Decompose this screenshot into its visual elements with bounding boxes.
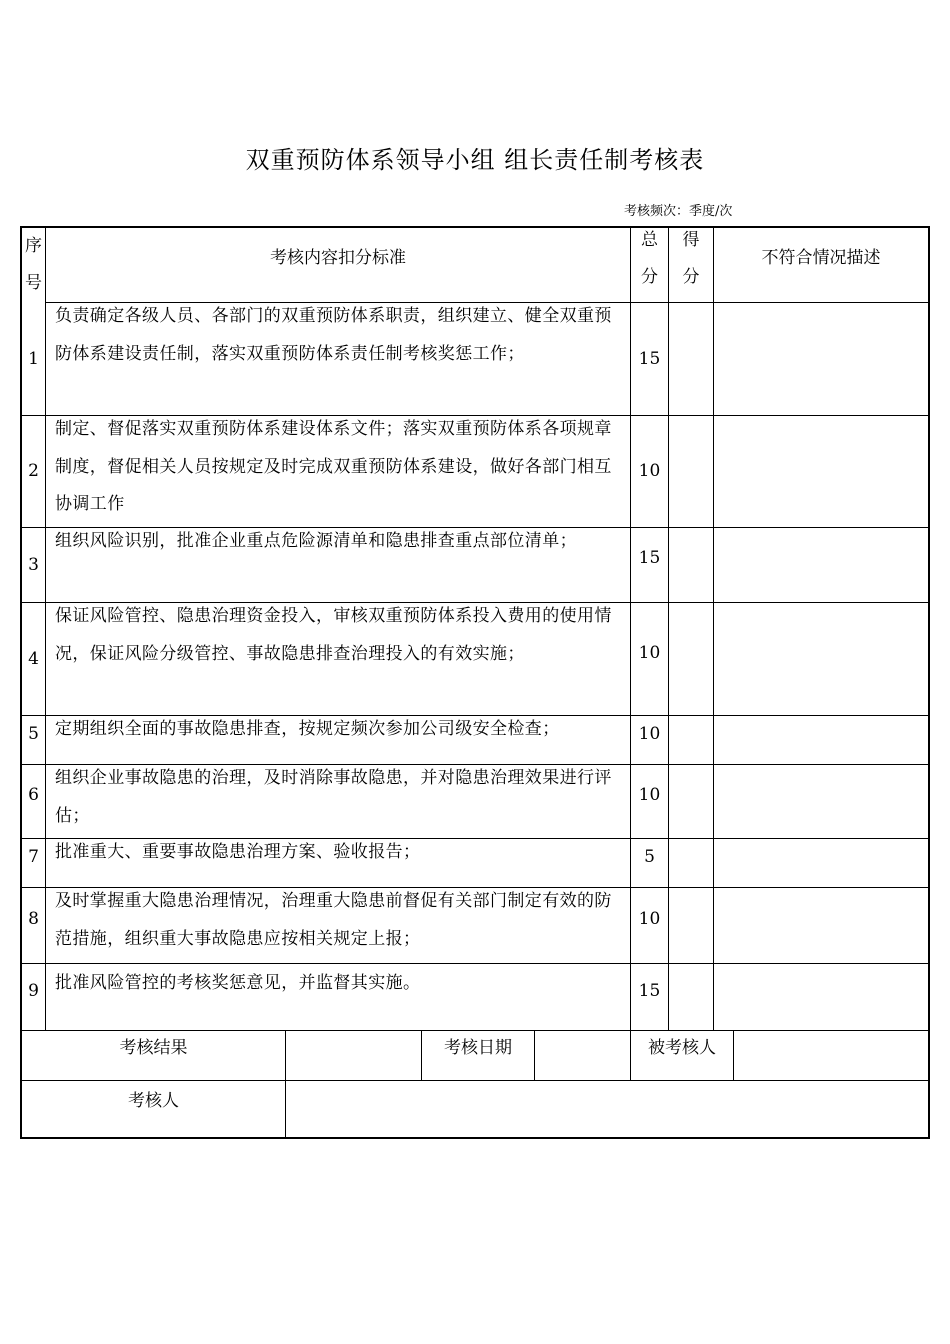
row-9-seq: 9 [28,980,39,1001]
row-5-total: 10 [638,723,661,744]
row-2-score[interactable] [669,416,713,527]
result-value[interactable] [286,1031,421,1080]
row-6-seq: 6 [28,784,39,805]
row-6-description[interactable] [714,765,928,838]
row-9-score[interactable] [669,964,713,1030]
row-1-description[interactable] [714,303,928,415]
row-2-description[interactable] [714,416,928,527]
row-9-description[interactable] [714,964,928,1030]
header-seq-bottom: 号 [25,273,42,293]
row-8-content: 及时掌握重大隐患治理情况，治理重大隐患前督促有关部门制定有效的防范措施，组织重大事故隐患应按相关规定上报； [55,891,612,949]
examiner-label: 考核人 [128,1090,179,1111]
row-1-content: 负责确定各级人员、各部门的双重预防体系职责，组织建立、健全双重预防体系建设责任制，落实双重预防体系责任制考核奖惩工作； [55,306,612,364]
row-5-score[interactable] [669,716,713,764]
row-8-score[interactable] [669,888,713,963]
row-9-content: 批准风险管控的考核奖惩意见，并监督其实施。 [55,973,421,993]
row-8-description[interactable] [714,888,928,963]
row-7-total: 5 [644,846,655,867]
header-content: 考核内容扣分标准 [270,247,406,268]
row-4-description[interactable] [714,603,928,715]
row-7-seq: 7 [28,846,39,867]
row-4-content: 保证风险管控、隐患治理资金投入，审核双重预防体系投入费用的使用情况，保证风险分级管控、事故隐患排查治理投入的有效实施； [55,606,612,664]
header-score [669,222,713,296]
row-4-score[interactable] [669,603,713,715]
row-1-total: 15 [638,348,661,369]
row-7-description[interactable] [714,839,928,887]
row-1-score[interactable] [669,303,713,415]
row-3-description[interactable] [714,528,928,602]
row-7-content: 批准重大、重要事故隐患治理方案、验收报告； [55,842,421,862]
row-3-seq: 3 [28,554,39,575]
row-1-seq: 1 [28,348,39,369]
row-5-content: 定期组织全面的事故隐患排查，按规定频次参加公司级安全检查； [55,719,560,739]
row-2-total: 10 [638,461,661,481]
header-total [631,222,668,296]
header-seq [22,228,45,302]
header-description: 不符合情况描述 [761,247,881,268]
row-4-total: 10 [638,642,661,663]
examinee-value[interactable] [734,1031,928,1080]
row-6-score[interactable] [669,765,713,838]
row-3-score[interactable] [669,528,713,602]
row-9-total: 15 [638,980,661,1001]
date-label: 考核日期 [444,1037,512,1058]
examiner-value[interactable] [286,1081,928,1137]
header-total-bottom: 分 [641,267,658,287]
header-seq-top: 序 [25,236,42,256]
row-5-description[interactable] [714,716,928,764]
row-2-seq: 2 [28,461,39,481]
row-3-content: 组织风险识别，批准企业重点危险源清单和隐患排查重点部位清单； [55,531,577,551]
date-value[interactable] [535,1031,630,1080]
row-6-total: 10 [638,784,661,805]
row-3-total: 15 [638,547,661,568]
header-total-top: 总 [641,230,658,250]
examinee-label: 被考核人 [648,1037,716,1058]
row-8-seq: 8 [28,908,39,929]
row-2-content: 制定、督促落实双重预防体系建设体系文件；落实双重预防体系各项规章制度，督促相关人员按规定及时完成双重预防体系建设，做好各部门相互协调工作 [55,419,612,514]
page-title: 双重预防体系领导小组 组长责任制考核表 [245,146,705,174]
row-6-content: 组织企业事故隐患的治理，及时消除事故隐患，并对隐患治理效果进行评估； [55,768,612,826]
header-score-top: 得 [682,230,700,250]
header-score-bottom: 分 [682,267,700,287]
row-7-score[interactable] [669,839,713,887]
result-label: 考核结果 [119,1037,188,1058]
frequency-note: 考核频次：季度/次 [624,204,733,219]
row-4-seq: 4 [28,648,39,669]
row-8-total: 10 [638,908,661,929]
row-5-seq: 5 [28,723,39,744]
